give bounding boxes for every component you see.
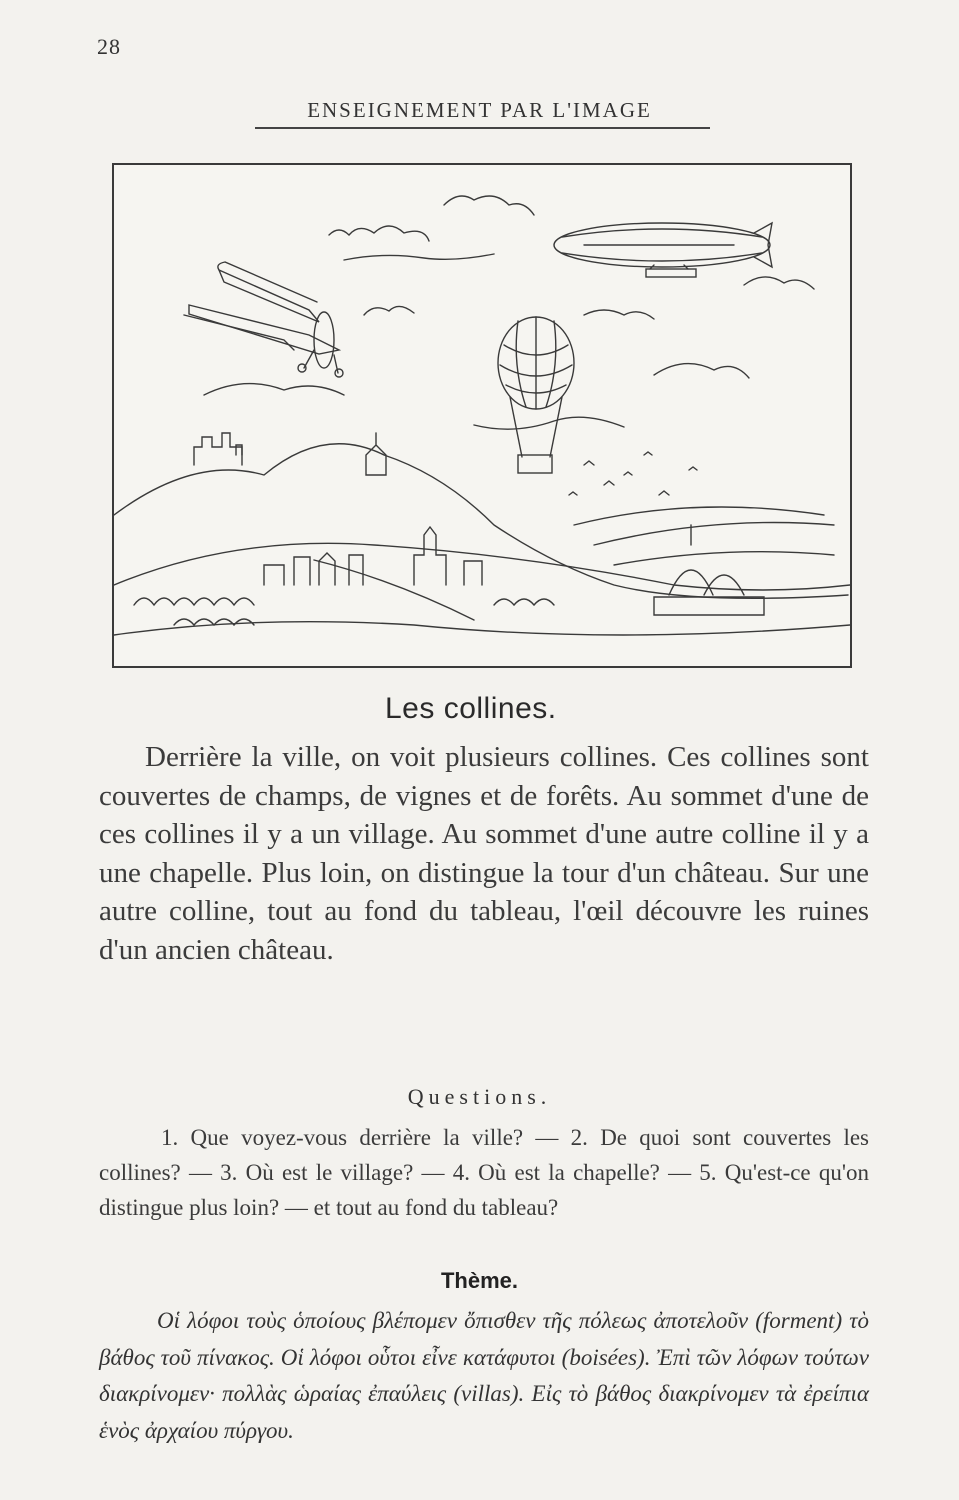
lesson-body: Derrière la ville, on voit plusieurs collines. Ces collines sont couvertes de champs, de vignes et de forêts. Au sommet d'une de ces collines il y a un village. Au sommet d'une autre colline il y a une chapelle. Plus loin, on distingue la tour d'un château. Sur une autre colline, tout au fond du tableau, l'œil découvre les ruines d'un ancien château. xyxy=(99,741,869,966)
page-number: 28 xyxy=(97,34,121,59)
engraving-landscape-icon xyxy=(114,165,850,666)
running-head: ENSEIGNEMENT PAR L'IMAGE xyxy=(307,98,652,122)
running-head-rule xyxy=(255,127,710,129)
theme-heading: Thème. xyxy=(440,1268,519,1293)
theme-text: Οἱ λόφοι τοὺς ὁποίους βλέπομεν ὄπισθεν τῆς πόλεως ἀποτελοῦν (forment) τὸ βάθος τοῦ πίνακος. Οἱ λόφοι οὗτοι εἶνε κατάφυτοι (boisées). Ἐπὶ τῶν λόφων τούτων διακρίνομεν· πολλὰς ὡραίας ἐπαύλεις (villas). Εἰς τὸ βάθος διακρίνομεν τὰ ἐρείπια ἑνὸς ἀρχαίου πύργου. xyxy=(99,1308,869,1443)
illustration xyxy=(112,163,852,668)
questions-text: 1. Que voyez-vous derrière la ville? — 2. De quoi sont couvertes les collines? — 3. Où est le village? — 4. Où est la chapelle? — 5. Qu'est-ce qu'on distingue plus loin? — et tout au fond du tableau? xyxy=(99,1125,869,1220)
questions-heading: Questions. xyxy=(407,1084,552,1109)
caption: Les collines. xyxy=(385,692,557,725)
